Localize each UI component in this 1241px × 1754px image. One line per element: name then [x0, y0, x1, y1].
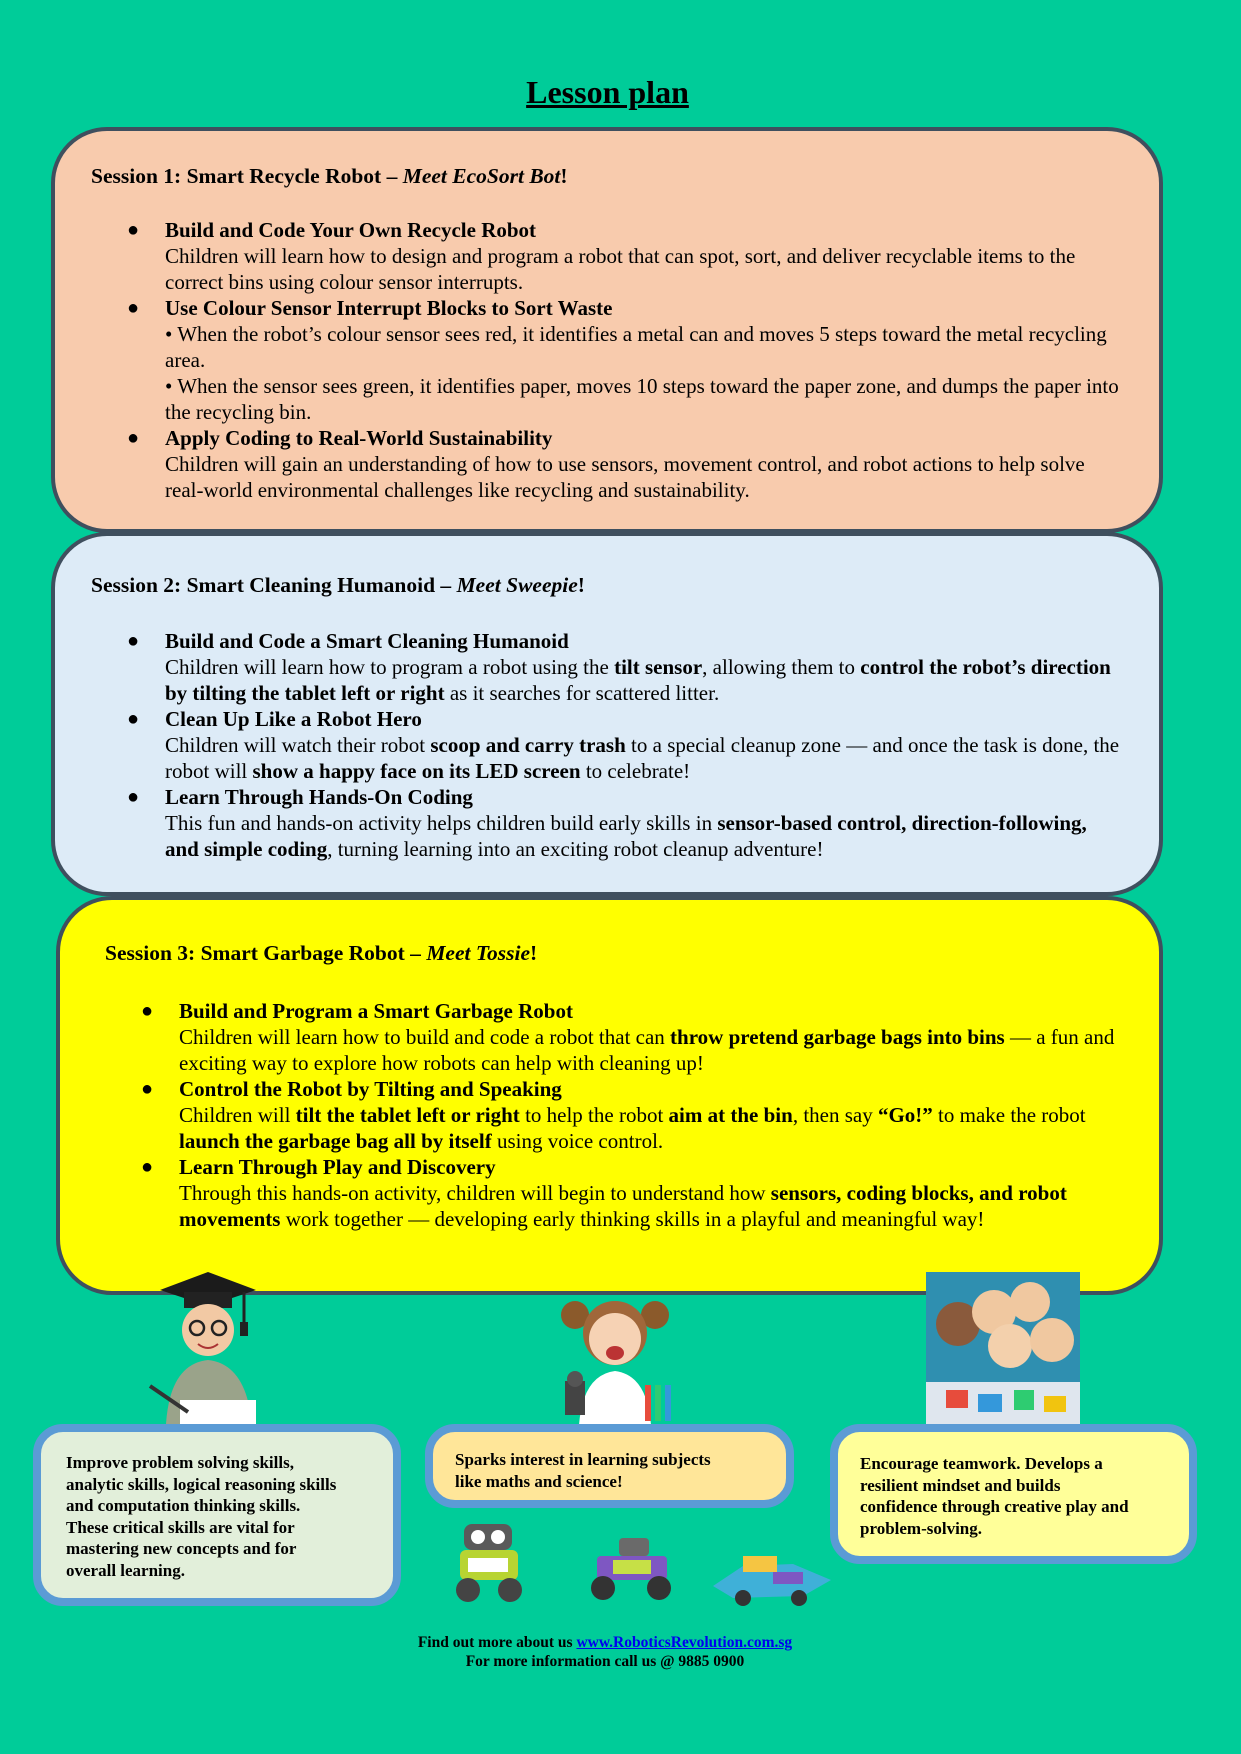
list-item — [127, 425, 1125, 503]
point-title: Control the Robot by Tilting and Speaking — [179, 1077, 562, 1101]
benefit-line: Sparks interest in learning subjects — [455, 1450, 711, 1469]
benefit-line: problem-solving. — [860, 1518, 983, 1538]
point-text — [165, 654, 1125, 706]
body-text: , turning learning into an exciting robot cleanup adventure! — [327, 837, 824, 861]
body-text: Children will learn how to program a robot using the — [165, 655, 615, 679]
session-3-card — [56, 896, 1163, 1295]
session-1-points — [127, 217, 1125, 503]
point-title: Apply Coding to Real-World Sustainability — [165, 426, 553, 450]
robot-3-illustration — [713, 1546, 833, 1608]
point-text — [179, 1180, 1139, 1232]
robot-2-illustration — [583, 1534, 679, 1606]
point-title: Build and Program a Smart Garbage Robot — [179, 999, 573, 1023]
point-text: • When the sensor sees green, it identifies paper, moves 10 steps toward the paper zone, and dumps the paper into the recycling bin. — [165, 374, 1119, 424]
graduate-boy-illustration — [140, 1268, 275, 1424]
session-2-title: Session 2: Smart Cleaning Humanoid – Meet Sweepie! — [91, 573, 585, 597]
emphasis-text: sensors, coding blocks, and robot movements — [179, 1181, 1067, 1231]
list-item — [127, 706, 1125, 784]
benefit-line: analytic skills, logical reasoning skills — [66, 1474, 337, 1494]
session-2-points — [127, 628, 1125, 862]
point-title: Build and Code a Smart Cleaning Humanoid — [165, 629, 569, 653]
bullet-icon: ● — [127, 630, 140, 652]
body-text: Children will watch their robot — [165, 733, 431, 757]
bullet-icon: ● — [127, 219, 140, 241]
body-text: Children will — [179, 1103, 296, 1127]
point-text: Children will gain an understanding of how to use sensors, movement control, and robot actions to help solve real-world environmental challenges like recycling and sustainability. — [165, 452, 1085, 502]
benefit-line: resilient mindset and builds — [860, 1475, 1061, 1495]
bullet-icon: ● — [127, 427, 140, 449]
body-text: to help the robot — [519, 1103, 669, 1127]
body-text: using voice control. — [491, 1129, 664, 1153]
point-title: Build and Code Your Own Recycle Robot — [165, 218, 537, 242]
point-title: Use Colour Sensor Interrupt Blocks to Sort Waste — [165, 296, 613, 320]
session-3-points — [141, 998, 1139, 1232]
list-item — [127, 628, 1125, 706]
body-text: Children will learn how to build and code a robot that can — [179, 1025, 671, 1049]
emphasis-text: tilt sensor — [614, 655, 703, 679]
robot-1-illustration — [446, 1520, 532, 1606]
point-title: Clean Up Like a Robot Hero — [165, 707, 422, 731]
emphasis-text: aim at the bin — [668, 1103, 793, 1127]
body-text: , allowing them to — [702, 655, 861, 679]
emphasis-text: launch the garbage bag all by itself — [179, 1129, 492, 1153]
benefit-line: mastering new concepts and for — [66, 1539, 297, 1558]
body-text: to a special cleanup zone — and once the task is done, the robot will — [165, 733, 1120, 783]
benefit-line: like maths and science! — [455, 1471, 623, 1491]
body-text: work together — developing early thinking skills in a playful and meaningful way! — [280, 1207, 985, 1231]
bullet-icon: ● — [127, 297, 140, 319]
children-group-illustration — [926, 1272, 1080, 1424]
body-text: as it searches for scattered litter. — [444, 681, 720, 705]
footer-line-2: For more information call us @ 9885 0900 — [465, 1653, 745, 1670]
benefit-card-problem-solving — [33, 1424, 401, 1606]
footer-line-1 — [0, 1633, 1210, 1652]
emphasis-text: tilt the tablet left or right — [295, 1103, 520, 1127]
footer-prefix: Find out more about us — [417, 1634, 577, 1651]
list-item — [127, 217, 1125, 295]
page-title: Lesson plan — [526, 74, 689, 110]
list-item — [127, 784, 1125, 862]
session-1-card — [51, 127, 1163, 533]
girl-scientist-illustration — [545, 1285, 685, 1425]
list-item — [141, 1154, 1139, 1232]
emphasis-text: sensor-based control, direction-following, and simple coding — [165, 811, 1087, 861]
emphasis-text: “Go!” — [877, 1103, 933, 1127]
point-text — [165, 732, 1125, 784]
session-3-title: Session 3: Smart Garbage Robot – Meet Tossie! — [105, 941, 538, 965]
point-text: • When the robot’s colour sensor sees red, it identifies a metal can and moves 5 steps toward the metal recycling area. — [165, 322, 1107, 372]
bullet-icon: ● — [127, 708, 140, 730]
bullet-icon: ● — [127, 786, 140, 808]
point-title: Learn Through Hands-On Coding — [165, 785, 473, 809]
benefit-line: Improve problem solving skills, — [66, 1453, 294, 1472]
benefit-line: overall learning. — [66, 1560, 185, 1580]
benefit-card-teamwork — [830, 1424, 1197, 1564]
bullet-icon: ● — [141, 1000, 154, 1022]
list-item — [127, 295, 1125, 425]
benefit-card-interest — [425, 1424, 794, 1508]
body-text: to make the robot — [932, 1103, 1086, 1127]
website-link[interactable]: www.RoboticsRevolution.com.sg — [576, 1634, 793, 1651]
bullet-icon: ● — [141, 1078, 154, 1100]
list-item — [141, 1076, 1139, 1154]
body-text: — a fun and exciting way to explore how robots can help with cleaning up! — [179, 1025, 1115, 1075]
body-text: to celebrate! — [580, 759, 691, 783]
emphasis-text: show a happy face on its LED screen — [252, 759, 581, 783]
body-text: This fun and hands-on activity helps children build early skills in — [165, 811, 718, 835]
body-text: Through this hands-on activity, children will begin to understand how — [179, 1181, 771, 1205]
benefit-line: These critical skills are vital for — [66, 1517, 295, 1537]
footer — [0, 1633, 1210, 1671]
point-text — [179, 1024, 1139, 1076]
session-1-title: Session 1: Smart Recycle Robot – Meet EcoSort Bot! — [91, 164, 568, 188]
body-text: , then say — [792, 1103, 878, 1127]
list-item — [141, 998, 1139, 1076]
point-title: Learn Through Play and Discovery — [179, 1155, 496, 1179]
session-2-card — [51, 532, 1163, 896]
benefit-line: confidence through creative play and — [860, 1497, 1129, 1516]
benefit-line: Encourage teamwork. Develops a — [860, 1454, 1103, 1473]
emphasis-text: control the robot’s direction by tilting the tablet left or right — [165, 655, 1111, 705]
benefit-line: and computation thinking skills. — [66, 1496, 301, 1515]
bullet-icon: ● — [141, 1156, 154, 1178]
emphasis-text: throw pretend garbage bags into bins — [670, 1025, 1005, 1049]
point-text: Children will learn how to design and program a robot that can spot, sort, and deliver recyclable items to the correct bins using colour sensor interrupts. — [165, 244, 1076, 294]
point-text — [165, 810, 1125, 862]
point-text — [179, 1102, 1139, 1154]
emphasis-text: scoop and carry trash — [430, 733, 626, 757]
